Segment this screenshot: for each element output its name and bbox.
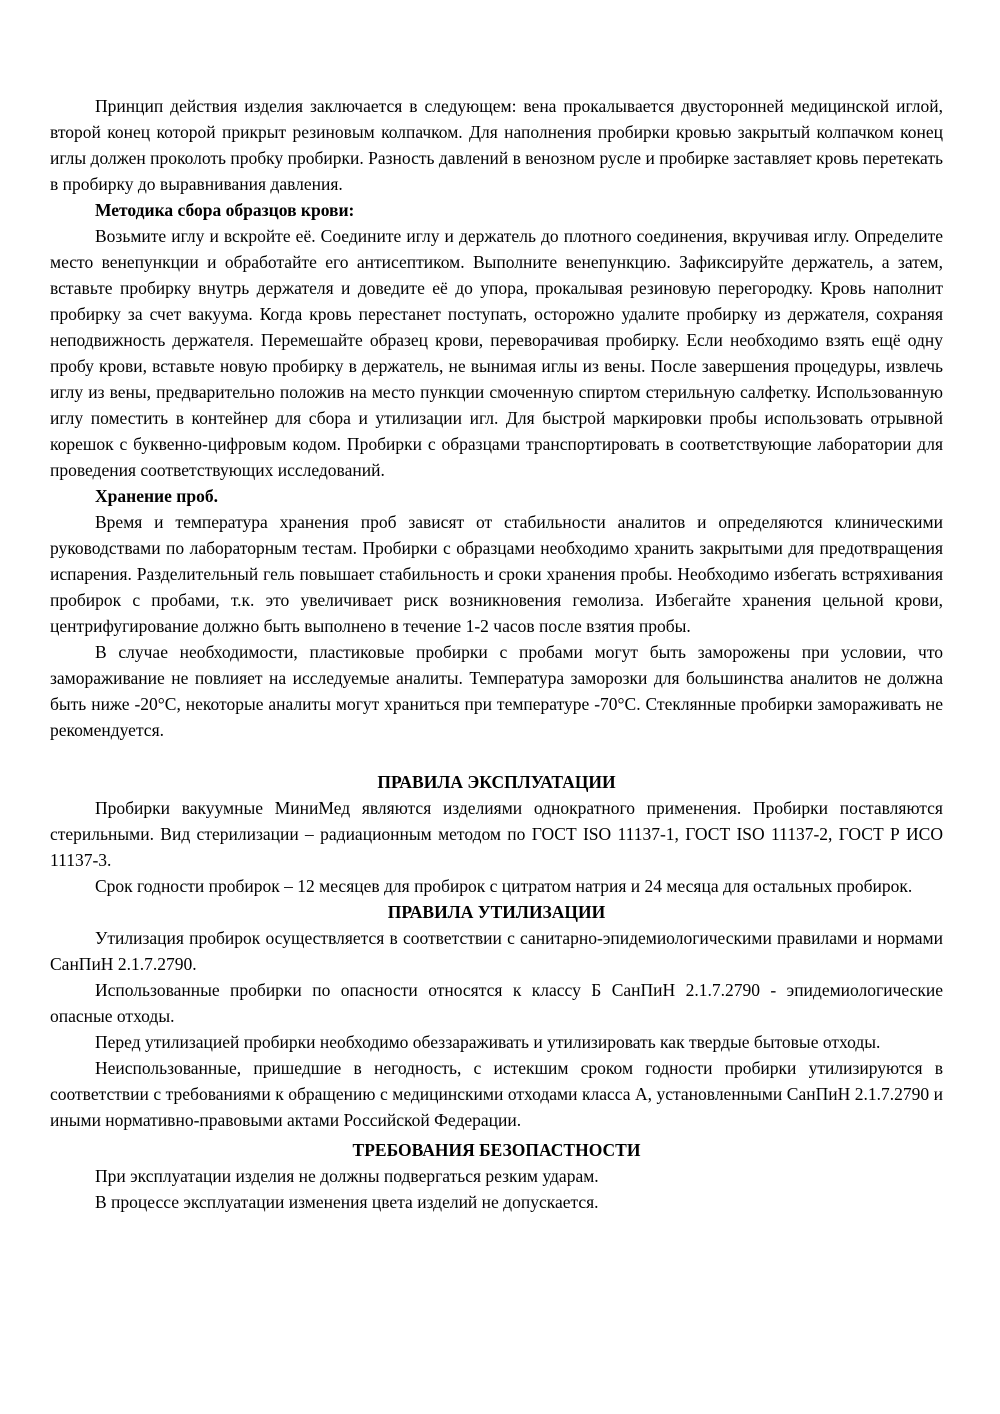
paragraph-disposal-sanpin: Утилизация пробирок осуществляется в соответствии с санитарно-эпидемиологическими правилами и нормами СанПиН 2.1.7.2790.: [50, 928, 943, 974]
paragraph-storage-conditions: Время и температура хранения проб зависят от стабильности аналитов и определяются клиническими руководствами по лабораторным тестам. Пробирки с образцами необходимо хранить закрытыми для предотвращения испарения. Разделительный гель повышает стабильность и сроки хранения пробы. Необходимо избегать встряхивания пробирок с пробами, т.к. это увеличивает риск возникновения гемолиза. Избегайте хранения цельной крови, центрифугирование должно быть выполнено в течение 1-2 часов после взятия пробы.: [50, 512, 943, 636]
paragraph-disinfection-before-disposal: Перед утилизацией пробирки необходимо обеззараживать и утилизировать как твердые бытовые отходы.: [95, 1032, 881, 1052]
section-title-safety-requirements: ТРЕБОВАНИЯ БЕЗОПАСТНОСТИ: [352, 1140, 641, 1160]
paragraph-unused-tubes-class-a: Неиспользованные, пришедшие в негодность, с истекшим сроком годности пробирки утилизируются в соответствии с требованиями к обращению с медицинскими отходами класса А, установленными СанПиН 2.1.7.2790 и иными нормативно-правовыми актами Российской Федерации.: [50, 1058, 943, 1130]
section-title-disposal-rules: ПРАВИЛА УТИЛИЗАЦИИ: [387, 902, 606, 922]
paragraph-no-sharp-impacts: При эксплуатации изделия не должны подвергаться резким ударам.: [95, 1166, 599, 1186]
section-title-operation-rules: ПРАВИЛА ЭКСПЛУАТАЦИИ: [377, 772, 616, 792]
paragraph-principle-of-operation: Принцип действия изделия заключается в следующем: вена прокалывается двусторонней медицинской иглой, второй конец которой прикрыт резиновым колпачком. Для наполнения пробирки кровью закрытый колпачком конец иглы должен проколоть пробку пробирки. Разность давлений в венозном русле и пробирке заставляет кровь перетекать в пробирку до выравнивания давления.: [50, 96, 943, 194]
paragraph-sampling-procedure: Возьмите иглу и вскройте её. Соедините иглу и держатель до плотного соединения, вкручивая иглу. Определите место венепункции и обработайте его антисептиком. Выполните венепункцию. Зафиксируйте держатель, а затем, вставьте пробирку внутрь держателя и доведите её до упора, прокалывая резиновую перегородку. Кровь наполнит пробирку за счет вакуума. Когда кровь перестанет поступать, осторожно удалите пробирку из держателя, сохраняя неподвижность держателя. Перемешайте образец крови, переворачивая пробирку. Если необходимо взять ещё одну пробу крови, вставьте новую пробирку в держатель, не вынимая иглы из вены. После завершения процедуры, извлечь иглу из вены, предварительно положив на место пункции смоченную спиртом стерильную салфетку. Использованную иглу поместить в контейнер для сбора и утилизации игл. Для быстрой маркировки пробы использовать отрывной корешок с буквенно-цифровым кодом. Пробирки с образцами транспортировать в соответствующие лаборатории для проведения соответствующих исследований.: [50, 226, 943, 480]
section-heading-sample-storage: Хранение проб.: [95, 486, 218, 506]
paragraph-shelf-life: Срок годности пробирок – 12 месяцев для пробирок с цитратом натрия и 24 месяца для остальных пробирок.: [95, 876, 913, 896]
paragraph-single-use-sterilization: Пробирки вакуумные МиниМед являются изделиями однократного применения. Пробирки поставляются стерильными. Вид стерилизации – радиационным методом по ГОСТ ISO 11137-1, ГОСТ ISO 11137-2, ГОСТ Р ИСО 11137-3.: [50, 798, 943, 870]
section-heading-blood-sampling-method: Методика сбора образцов крови:: [95, 200, 355, 220]
paragraph-no-color-change: В процессе эксплуатации изменения цвета изделий не допускается.: [95, 1192, 599, 1212]
paragraph-used-tubes-class-b: Использованные пробирки по опасности относятся к классу Б СанПиН 2.1.7.2790 - эпидемиологические опасные отходы.: [50, 980, 943, 1026]
paragraph-freezing-conditions: В случае необходимости, пластиковые пробирки с пробами могут быть заморожены при условии, что замораживание не повлияет на исследуемые аналиты. Температура заморозки для большинства аналитов не должна быть ниже -20°С, некоторые аналиты могут храниться при температуре -70°С. Стеклянные пробирки замораживать не рекомендуется.: [50, 642, 943, 740]
